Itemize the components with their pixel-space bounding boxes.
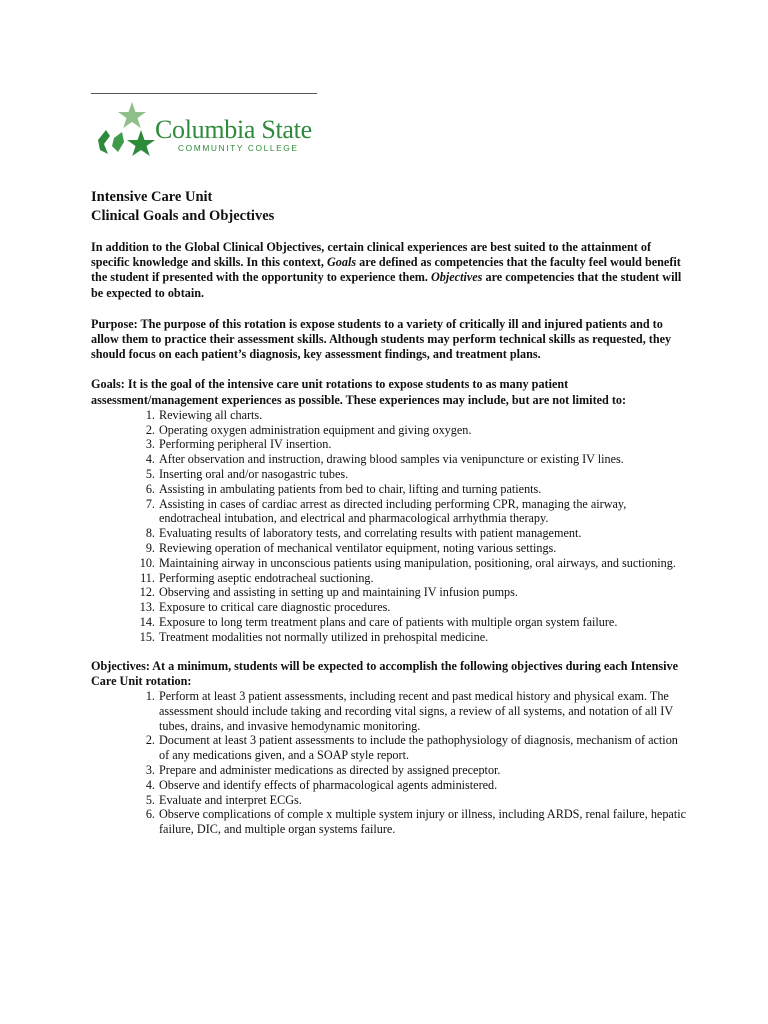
goal-item: 4. After observation and instruction, drawing blood samples via venipuncture or existing IV lines. [158, 452, 691, 467]
objectives-intro: Objectives: At a minimum, students will be expected to accomplish the following objectives during each Intensive Care Unit rotation: [91, 658, 678, 688]
goal-item: 9. Reviewing operation of mechanical ventilator equipment, noting various settings. [158, 541, 691, 556]
star-light-icon [118, 102, 146, 128]
goal-item: 3. Performing peripheral IV insertion. [158, 437, 691, 452]
intro-text-1: In addition to the Global Clinical Objectives, certain clinical experiences are best suited to the attainment of specific knowledge and skills. In this context, [91, 240, 652, 270]
purpose-paragraph: Purpose: The purpose of this rotation is expose students to a variety of critically ill and injured patients and to allow them to practice their assessment skills. Although students may perform technical skills as requested, they should focus on each patient’s diagnosis, key assessment findings, and treatment plans. [91, 316, 672, 362]
logo-name: Columbia State [155, 115, 312, 144]
objectives-list [91, 689, 691, 837]
goal-item: 2. Operating oxygen administration equipment and giving oxygen. [158, 423, 691, 438]
objective-item: 5. Evaluate and interpret ECGs. [158, 793, 691, 808]
leaf-left-icon [98, 130, 110, 154]
college-logo [92, 100, 322, 166]
objective-item: 3. Prepare and administer medications as directed by assigned preceptor. [158, 763, 691, 778]
objective-item: 1. Perform at least 3 patient assessments, including recent and past medical history and physical exam. The assessment should include taking and recording vital signs, a review of all systems, and notation of all IV tubes, drains, and invasive hemodynamic monitoring. [158, 689, 691, 733]
star-cluster-icon [92, 100, 158, 166]
intro-text-2: are defined as competencies that the faculty feel would benefit the student if presented with the opportunity to experience them. [91, 255, 681, 285]
leaf-mid-icon [112, 132, 124, 152]
header-rule [91, 93, 317, 94]
goal-item: 8. Evaluating results of laboratory tests, and correlating results with patient management. [158, 526, 691, 541]
document-title-line1: Intensive Care Unit [91, 189, 213, 205]
goal-item: 7. Assisting in cases of cardiac arrest as directed including performing CPR, managing the airway, endotracheal intubation, and electrical and pharmacological arrhythmia therapy. [158, 497, 691, 527]
document-body [91, 188, 691, 837]
goals-intro: Goals: It is the goal of the intensive care unit rotations to expose students to as many patient assessment/management experiences as possible. These experiences may include, but are not limited to: [91, 377, 627, 407]
objective-item: 6. Observe complications of comple x multiple system injury or illness, including ARDS, renal failure, hepatic failure, DIC, and multiple organ systems failure. [158, 807, 691, 837]
document-title-line2: Clinical Goals and Objectives [91, 208, 275, 224]
goals-list [91, 408, 691, 645]
goal-item: 10. Maintaining airway in unconscious patients using manipulation, positioning, oral airways, and suctioning. [158, 556, 691, 571]
goal-item: 5. Inserting oral and/or nasogastric tubes. [158, 467, 691, 482]
objectives-term: Objectives [430, 270, 483, 285]
goal-item: 13. Exposure to critical care diagnostic procedures. [158, 600, 691, 615]
objective-item: 4. Observe and identify effects of pharmacological agents administered. [158, 778, 691, 793]
goals-term: Goals [327, 255, 357, 270]
logo-subtitle: COMMUNITY COLLEGE [178, 143, 299, 153]
goal-item: 6. Assisting in ambulating patients from bed to chair, lifting and turning patients. [158, 482, 691, 497]
goal-item: 15. Treatment modalities not normally utilized in prehospital medicine. [158, 630, 691, 645]
intro-text-3: are competencies that the student will be expected to obtain. [91, 270, 682, 300]
goal-item: 12. Observing and assisting in setting up and maintaining IV infusion pumps. [158, 585, 691, 600]
intro-paragraph [91, 240, 691, 301]
goal-item: 11. Performing aseptic endotracheal suctioning. [158, 571, 691, 586]
goal-item: 1. Reviewing all charts. [158, 408, 691, 423]
objective-item: 2. Document at least 3 patient assessments to include the pathophysiology of diagnosis, mechanism of action of any medications given, and a SOAP style report. [158, 733, 691, 763]
star-dark-icon [127, 130, 155, 156]
goal-item: 14. Exposure to long term treatment plans and care of patients with multiple organ system failure. [158, 615, 691, 630]
